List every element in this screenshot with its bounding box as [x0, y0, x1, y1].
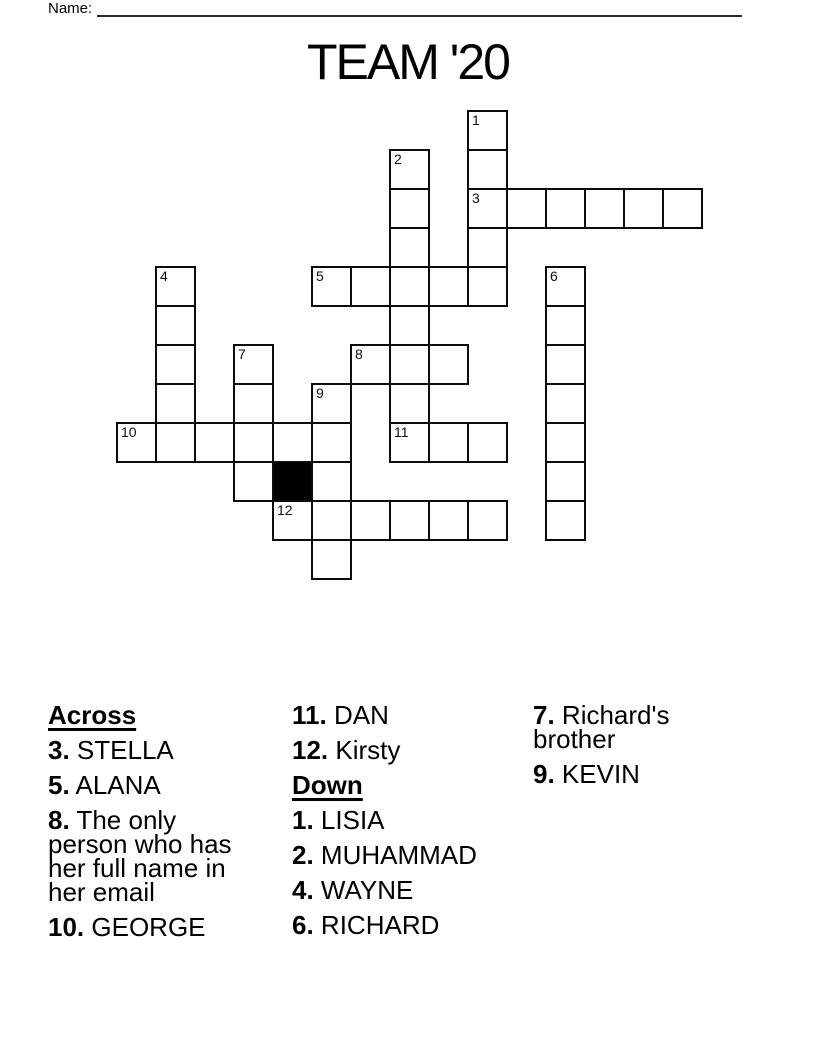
- grid-cell[interactable]: [467, 227, 508, 268]
- clue-number: 7.: [533, 700, 555, 730]
- grid-cell[interactable]: [428, 266, 469, 307]
- grid-cell[interactable]: [545, 266, 586, 307]
- cell-number: 3: [472, 190, 480, 206]
- grid-cell[interactable]: [389, 227, 430, 268]
- down-heading: Down: [292, 770, 363, 800]
- puzzle-title: TEAM '20: [307, 34, 509, 90]
- grid-cell[interactable]: [155, 266, 196, 307]
- grid-cell[interactable]: [389, 149, 430, 190]
- grid-cell[interactable]: [545, 305, 586, 346]
- grid-cell[interactable]: [389, 266, 430, 307]
- grid-cell[interactable]: [428, 422, 469, 463]
- clue-column-3: [533, 700, 733, 797]
- clue-item: [292, 700, 492, 730]
- clue-text: MUHAMMAD: [320, 840, 477, 870]
- grid-cell[interactable]: [311, 266, 352, 307]
- grid-cell[interactable]: [155, 383, 196, 424]
- name-blank-line[interactable]: [97, 0, 742, 17]
- clue-text: KEVIN: [561, 759, 640, 789]
- clue-text: DAN: [333, 700, 389, 730]
- grid-cell[interactable]: [428, 500, 469, 541]
- cell-number: 1: [472, 112, 480, 128]
- clue-number: 11.: [292, 700, 327, 730]
- clue-text: Richard's brother: [533, 700, 670, 754]
- clue-item: [292, 735, 492, 765]
- clue-number: 5.: [48, 770, 70, 800]
- grid-cell[interactable]: [584, 188, 625, 229]
- grid-cell[interactable]: [662, 188, 703, 229]
- grid-cell[interactable]: [623, 188, 664, 229]
- clue-number: 2.: [292, 840, 314, 870]
- clue-number: 1.: [292, 805, 314, 835]
- cell-number: 6: [550, 268, 558, 284]
- clue-column-1: [48, 700, 248, 950]
- clue-item: [292, 840, 492, 870]
- clue-item: [292, 805, 492, 835]
- clue-number: 10.: [48, 912, 85, 942]
- cell-number: 8: [355, 346, 363, 362]
- clue-text: The only person who has her full name in her email: [48, 805, 232, 907]
- grid-cell[interactable]: [389, 500, 430, 541]
- grid-cell[interactable]: [194, 422, 235, 463]
- grid-cell[interactable]: [389, 344, 430, 385]
- grid-cell[interactable]: [389, 383, 430, 424]
- grid-cell-black: [272, 461, 313, 502]
- grid-cell[interactable]: [467, 110, 508, 151]
- cell-number: 5: [316, 268, 324, 284]
- grid-cell[interactable]: [545, 422, 586, 463]
- grid-cell[interactable]: [545, 344, 586, 385]
- cell-number: 12: [277, 502, 293, 518]
- grid-cell[interactable]: [467, 500, 508, 541]
- grid-cell[interactable]: [506, 188, 547, 229]
- grid-cell[interactable]: [233, 383, 274, 424]
- grid-cell[interactable]: [233, 344, 274, 385]
- grid-cell[interactable]: [233, 422, 274, 463]
- grid-cell[interactable]: [272, 500, 313, 541]
- grid-cell[interactable]: [155, 305, 196, 346]
- clue-number: 6.: [292, 910, 314, 940]
- clue-text: LISIA: [320, 805, 385, 835]
- clue-text: RICHARD: [320, 910, 440, 940]
- cell-number: 9: [316, 385, 324, 401]
- clue-number: 3.: [48, 735, 70, 765]
- grid-cell[interactable]: [350, 500, 391, 541]
- clue-number: 9.: [533, 759, 555, 789]
- across-heading: Across: [48, 700, 137, 730]
- grid-cell[interactable]: [467, 266, 508, 307]
- crossword-grid: [116, 110, 705, 582]
- clue-number: 8.: [48, 805, 70, 835]
- cell-number: 11: [394, 424, 409, 440]
- clue-item: [292, 875, 492, 905]
- clue-item: [48, 805, 248, 907]
- grid-cell[interactable]: [428, 344, 469, 385]
- clue-text: ALANA: [75, 770, 161, 800]
- clue-item: [48, 912, 248, 942]
- grid-cell[interactable]: [467, 422, 508, 463]
- clue-item: [48, 770, 248, 800]
- grid-cell[interactable]: [467, 188, 508, 229]
- grid-cell[interactable]: [272, 422, 313, 463]
- grid-cell[interactable]: [389, 305, 430, 346]
- clue-item: [533, 700, 733, 754]
- grid-cell[interactable]: [545, 188, 586, 229]
- grid-cell[interactable]: [155, 344, 196, 385]
- clue-item: [48, 735, 248, 765]
- clue-item: [292, 910, 492, 940]
- grid-cell[interactable]: [389, 422, 430, 463]
- grid-cell[interactable]: [545, 383, 586, 424]
- clue-number: 4.: [292, 875, 314, 905]
- grid-cell[interactable]: [311, 461, 352, 502]
- grid-cell[interactable]: [311, 539, 352, 580]
- grid-cell[interactable]: [545, 500, 586, 541]
- clue-text: STELLA: [76, 735, 174, 765]
- cell-number: 7: [238, 346, 246, 362]
- clue-number: 12.: [292, 735, 329, 765]
- grid-cell[interactable]: [467, 149, 508, 190]
- clue-text: WAYNE: [320, 875, 414, 905]
- name-label: Name:: [48, 0, 93, 17]
- clue-column-2: [292, 700, 492, 948]
- clue-text: GEORGE: [91, 912, 206, 942]
- grid-cell[interactable]: [311, 383, 352, 424]
- grid-cell[interactable]: [155, 422, 196, 463]
- cell-number: 4: [160, 268, 168, 284]
- grid-cell[interactable]: [311, 500, 352, 541]
- grid-cell[interactable]: [389, 188, 430, 229]
- grid-cell[interactable]: [545, 461, 586, 502]
- grid-cell[interactable]: [311, 422, 352, 463]
- grid-cell[interactable]: [350, 344, 391, 385]
- clue-text: Kirsty: [335, 735, 401, 765]
- clue-item: [533, 759, 733, 789]
- grid-cell[interactable]: [116, 422, 157, 463]
- grid-cell[interactable]: [233, 461, 274, 502]
- grid-cell[interactable]: [350, 266, 391, 307]
- cell-number: 10: [121, 424, 137, 440]
- cell-number: 2: [394, 151, 402, 167]
